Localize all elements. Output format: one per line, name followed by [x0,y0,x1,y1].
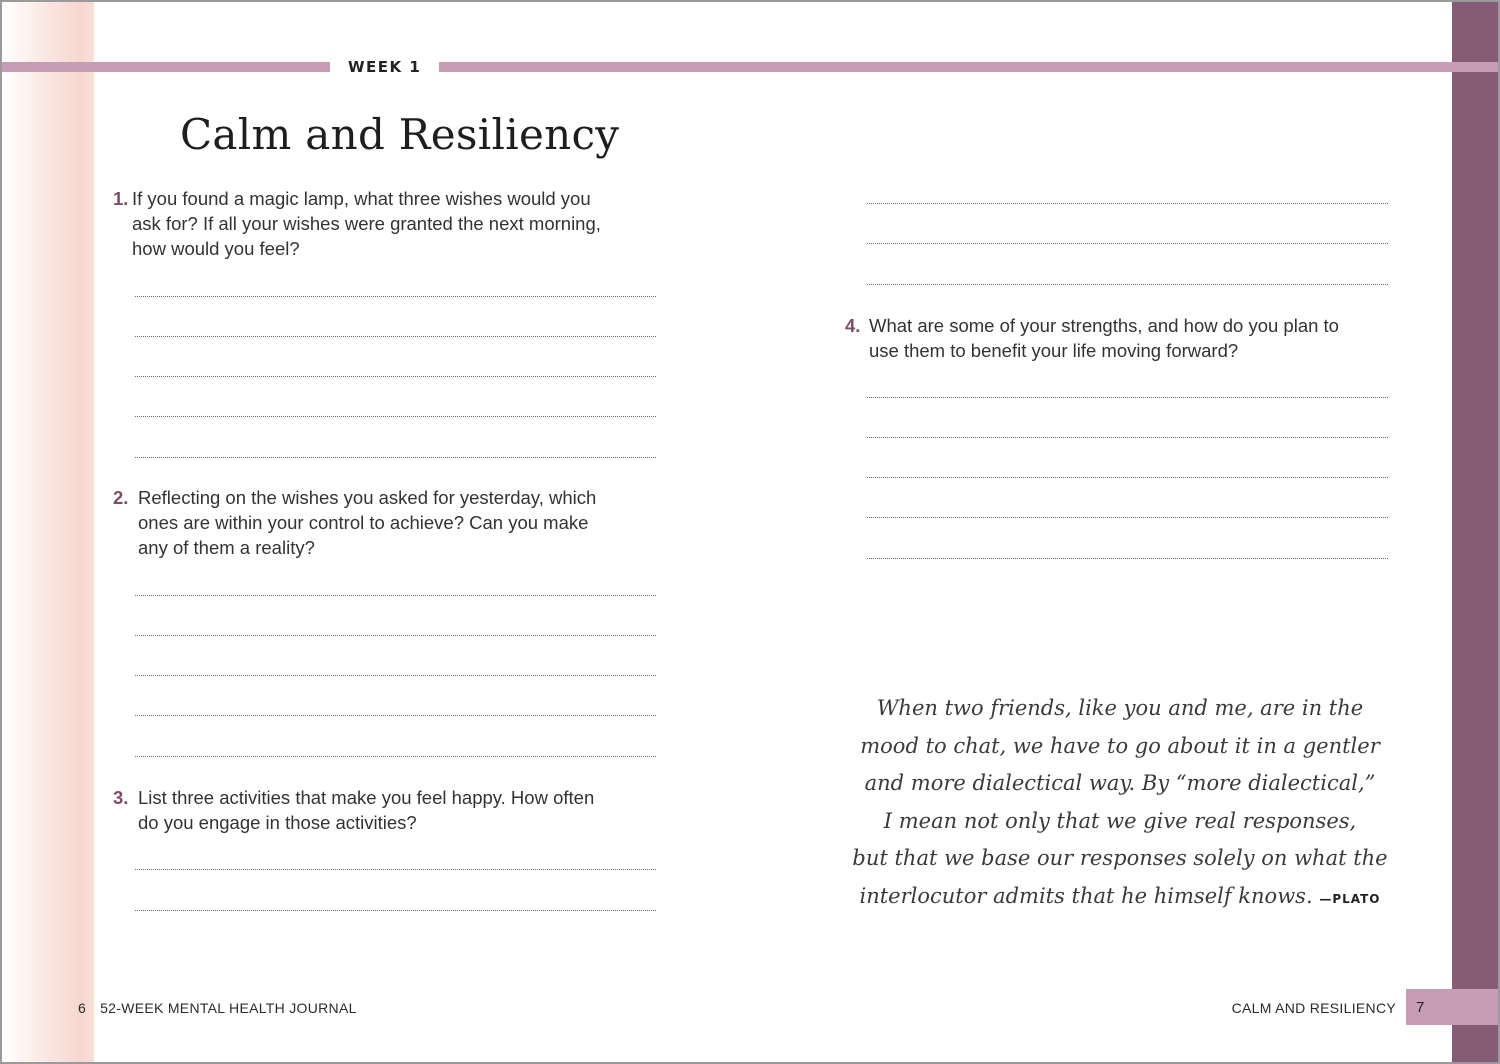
question-number: 2. [113,487,129,508]
quote-last-line [848,878,1392,919]
quote-line: interlocutor admits that he himself knows. [859,883,1313,908]
quote-line: but that we base our responses solely on what the [852,846,1388,870]
question-text-line: use them to benefit your life moving forward? [869,340,1239,361]
answer-line[interactable] [135,416,656,417]
footer-left [78,1000,357,1016]
book-title: 52-WEEK MENTAL HEALTH JOURNAL [100,1000,357,1016]
question-number: 1. [113,188,129,209]
quote-attribution: —PLATO [1319,891,1381,906]
question-text-line: Reflecting on the wishes you asked for yesterday, which [138,487,597,508]
question-text [113,485,673,560]
answer-line[interactable] [867,477,1388,478]
answer-line[interactable] [867,437,1388,438]
question-text [845,313,1405,363]
page-number-tab [1406,989,1498,1025]
answer-line[interactable] [135,675,656,676]
answer-line[interactable] [867,203,1388,204]
answer-line[interactable] [135,869,656,870]
week-label: WEEK 1 [348,58,422,76]
page-title: Calm and Resiliency [180,110,620,159]
question-text [113,785,673,835]
question-number: 3. [113,787,129,808]
answer-line[interactable] [867,558,1388,559]
question-text-line: ones are within your control to achieve? Can you make [138,512,589,533]
answer-line[interactable] [135,296,656,297]
answer-line[interactable] [867,397,1388,398]
quote-line: mood to chat, we have to go about it in a gentler [860,733,1380,758]
question-4 [845,313,1405,363]
answer-line[interactable] [135,756,656,757]
page-number-left: 6 [78,1000,87,1016]
quote-line: and more dialectical way. By “more dialectical,” [864,771,1376,795]
question-text-line: do you engage in those activities? [138,812,417,833]
answer-line[interactable] [135,595,656,596]
week-bar-right [439,62,1498,72]
quote-line: When two friends, like you and me, are in the [876,696,1364,720]
answer-line[interactable] [135,457,656,458]
question-text-line: how would you feel? [132,238,300,259]
answer-line[interactable] [867,243,1388,244]
gutter-shading [2,2,94,1062]
plato-quote [848,690,1392,918]
answer-line[interactable] [867,284,1388,285]
answer-line[interactable] [135,715,656,716]
page-number-right: 7 [1416,999,1425,1016]
question-2 [113,485,673,560]
question-1 [113,186,673,261]
question-text-line: What are some of your strengths, and how do you plan to [869,315,1339,336]
question-text-line: ask for? If all your wishes were granted the next morning, [132,213,601,234]
answer-line[interactable] [867,517,1388,518]
answer-line[interactable] [135,910,656,911]
question-text-line: If you found a magic lamp, what three wishes would you [132,188,591,209]
answer-line[interactable] [135,635,656,636]
answer-line[interactable] [135,376,656,377]
question-number: 4. [845,315,861,336]
answer-line[interactable] [135,336,656,337]
page-edge-stripe [1452,2,1498,1062]
question-text [113,186,673,261]
quote-line: I mean not only that we give real responses, [883,808,1357,833]
question-3 [113,785,673,835]
question-text-line: List three activities that make you feel happy. How often [138,787,595,808]
week-bar-left [2,62,330,72]
question-text-line: any of them a reality? [138,537,315,558]
chapter-title-footer: CALM AND RESILIENCY [1231,1000,1396,1016]
